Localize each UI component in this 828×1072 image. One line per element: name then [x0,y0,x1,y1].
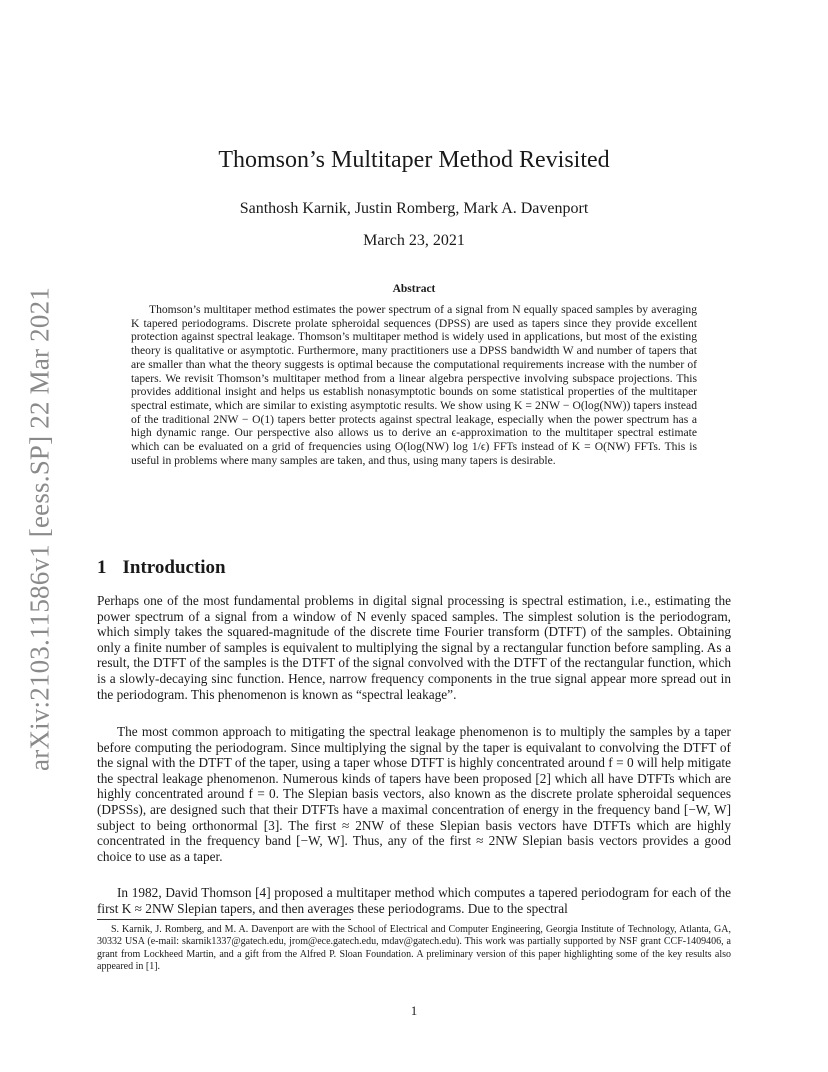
section-title: Introduction [122,557,226,578]
page-number: 1 [410,1003,418,1018]
paper-date: March 23, 2021 [363,232,465,249]
author-footnote: S. Karnik, J. Romberg, and M. A. Davenport are with the School of Electrical and Computer Engineering, Georgia Institute of Technology, Atlanta, GA, 30332 USA (e-mail: skarnik1337@gatech.edu, jrom@ece.gatech.edu, mdav@gatech.edu). This work was partially supported by NSF grant CCF-1409406, a grant from Lockheed Martin, and a gift from the Alfred P. Sloan Foundation. A preliminary version of this paper highlighting some of the key results also appeared in [1]. [97,924,731,972]
arxiv-identifier-text: arXiv:2103.11586v1 [eess.SP] 22 Mar 2021 [24,287,55,771]
section-heading-introduction [97,557,226,579]
paper-title: Thomson’s Multitaper Method Revisited [218,147,610,173]
abstract-heading: Abstract [392,283,436,295]
intro-paragraph-3: In 1982, David Thomson [4] proposed a multitaper method which computes a tapered periodogram for each of the first K ≈ 2NW Slepian tapers, and then averages these periodograms. Due to the spectral [97,885,731,916]
footnote-divider [97,919,351,920]
intro-paragraph-1: Perhaps one of the most fundamental problems in digital signal processing is spectral estimation, i.e., estimating the power spectrum of a signal from a window of N evenly spaced samples. The simplest solution is the periodogram, which simply takes the squared-magnitude of the discrete time Fourier transform (DTFT) of the samples. Obtaining only a finite number of samples is equivalent to multiplying the signal by a rectangular function before sampling. As a result, the DTFT of the samples is the DTFT of the signal convolved with the DTFT of the rectangular function, which is a slowly-decaying sinc function. Hence, narrow frequency components in the true signal appear more spread out in the periodogram. This phenomenon is known as “spectral leakage”. [97,593,731,702]
paper-authors: Santhosh Karnik, Justin Romberg, Mark A. Davenport [239,200,589,217]
section-number: 1 [97,557,107,578]
arxiv-identifier-stamp [18,282,62,776]
abstract-body: Thomson’s multitaper method estimates the power spectrum of a signal from N equally spaced samples by averaging K tapered periodograms. Discrete prolate spheroidal sequences (DPSS) are used as tapers since they provide excellent protection against spectral leakage. Thomson’s multitaper method is widely used in applications, but most of the existing theory is qualitative or asymptotic. Furthermore, many practitioners use a DPSS bandwidth W and number of tapers that are smaller than what the theory suggests is optimal because the computational requirements increase with the number of tapers. We revisit Thomson’s multitaper method from a linear algebra perspective involving subspace projections. This provides additional insight and helps us establish nonasymptotic bounds on some statistical properties of the multitaper spectral estimate, which are similar to existing asymptotic results. We show using K = 2NW − O(log(NW)) tapers instead of the traditional 2NW − O(1) tapers better protects against spectral leakage, especially when the power spectrum has a high dynamic range. Our perspective also allows us to derive an ϵ-approximation to the multitaper spectral estimate which can be evaluated on a grid of frequencies using O(log(NW) log 1/ϵ) FFTs instead of K = O(NW) FFTs. This is useful in problems where many samples are taken, and thus, using many tapers is desirable. [131,303,697,467]
intro-paragraph-2: The most common approach to mitigating the spectral leakage phenomenon is to multiply the samples by a taper before computing the periodogram. Since multiplying the signal by the taper is equivalant to convolving the DTFT of the signal with the DTFT of the taper, using a taper whose DTFT is highly concentrated around f = 0 will help mitigate the spectral leakage phenomenon. Numerous kinds of tapers have been proposed [2] which all have DTFTs which are highly concentrated around f = 0. The Slepian basis vectors, also known as the discrete prolate spheroidal sequences (DPSSs), are designed such that their DTFTs have a maximal concentration of energy in the frequency band [−W, W] subject to being orthonormal [3]. The first ≈ 2NW of these Slepian basis vectors have DTFTs which are highly concentrated in the frequency band [−W, W]. Thus, any of the first ≈ 2NW Slepian basis vectors provides a good choice to use as a taper. [97,724,731,864]
